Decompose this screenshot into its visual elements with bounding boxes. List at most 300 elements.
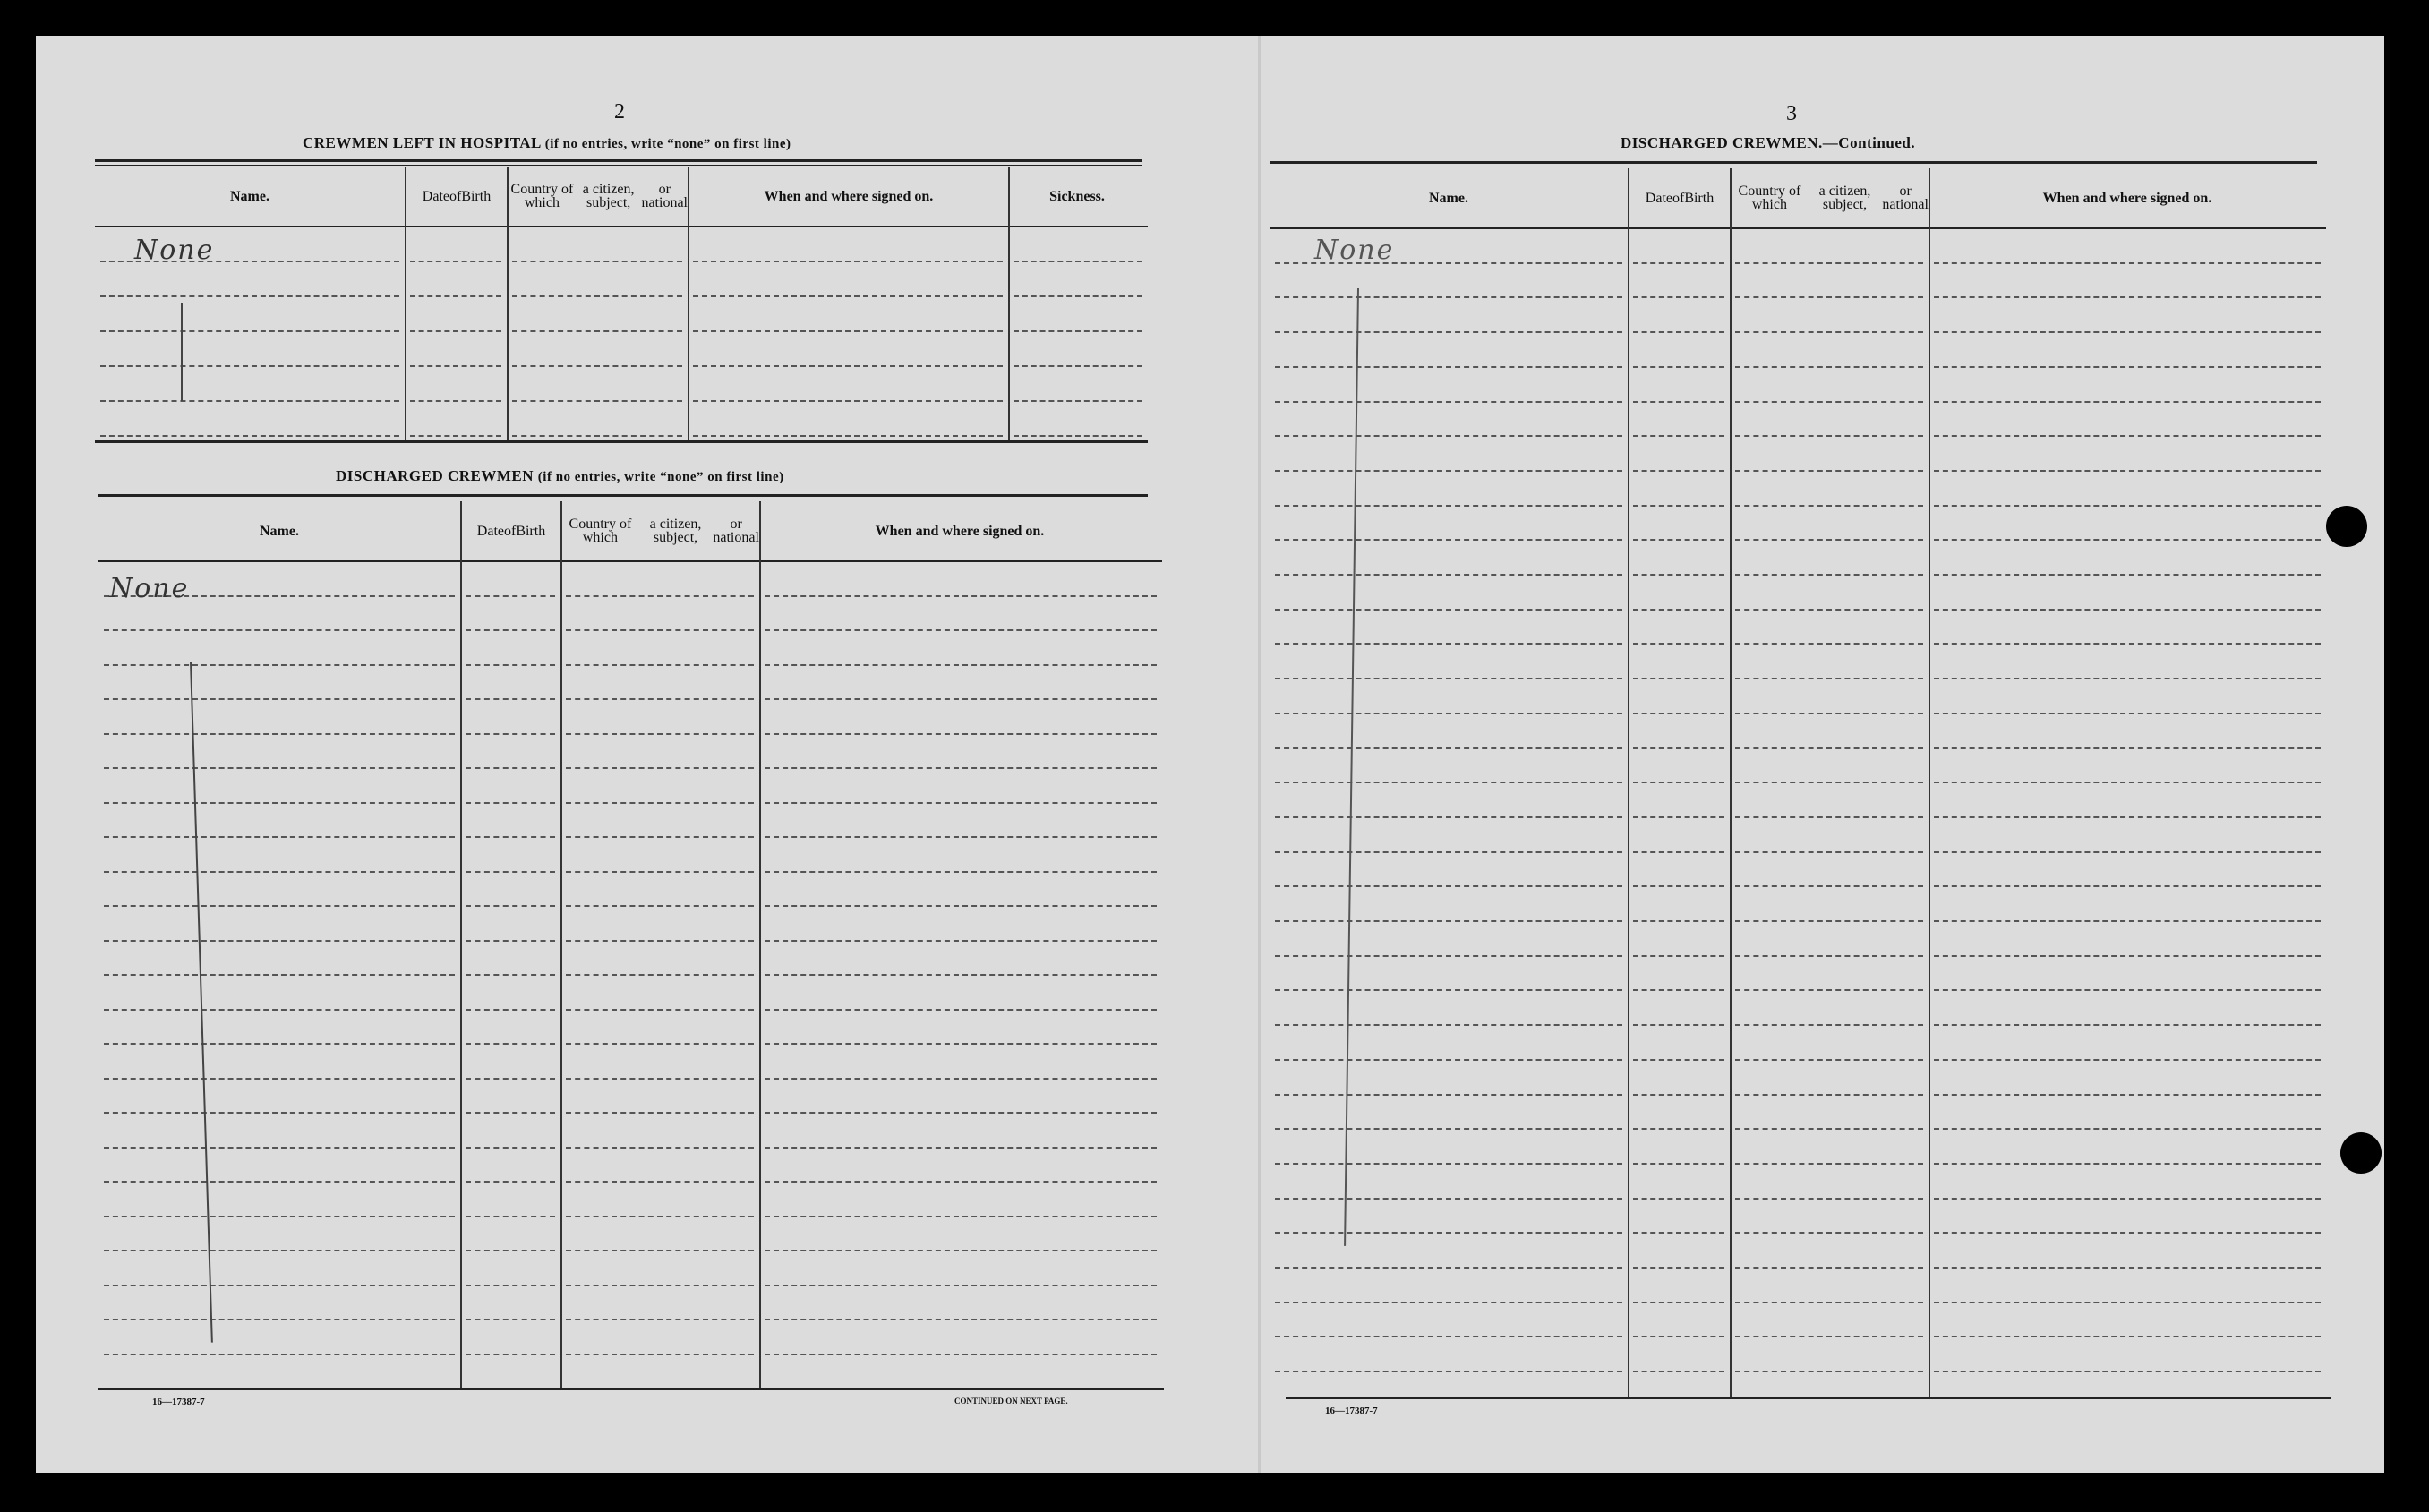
ruled-line: [765, 1147, 1157, 1149]
hospital-top-rule-2: [95, 165, 1142, 166]
handwritten-none-right: None: [1314, 235, 1395, 266]
ruled-line: [1934, 296, 2321, 298]
ruled-line: [466, 1043, 555, 1045]
ruled-line: [1275, 1163, 1622, 1165]
ruled-line: [100, 330, 399, 332]
ruled-line: [1633, 955, 1724, 957]
ruled-line: [765, 1216, 1157, 1217]
ruled-line: [1934, 539, 2321, 541]
ruled-line: [410, 365, 501, 367]
col-divider: [1730, 168, 1732, 1397]
ruled-line: [1735, 920, 1923, 922]
ruled-line: [1934, 609, 2321, 611]
ruled-line: [1934, 1371, 2321, 1372]
ruled-line: [410, 435, 501, 437]
ruled-line: [1633, 1267, 1724, 1269]
ruled-line: [512, 435, 682, 437]
ruled-line: [1633, 296, 1724, 298]
ruled-line: [1275, 643, 1622, 645]
ruled-line: [566, 1181, 754, 1183]
ruled-line: [1014, 435, 1142, 437]
right-bottom-rule: [1286, 1397, 2331, 1399]
ruled-line: [566, 733, 754, 735]
ruled-line: [1633, 1094, 1724, 1096]
col-divider: [460, 501, 462, 1388]
handwritten-none-discharged: None: [109, 573, 190, 604]
ruled-line: [566, 905, 754, 907]
ruled-line: [1633, 539, 1724, 541]
ruled-line: [765, 1078, 1157, 1080]
ruled-line: [566, 1009, 754, 1011]
ruled-line: [1934, 574, 2321, 576]
ruled-line: [1735, 401, 1923, 403]
ruled-line: [1633, 262, 1724, 264]
ruled-line: [1275, 1302, 1622, 1303]
ruled-line: [104, 1078, 455, 1080]
ruled-line: [104, 1216, 455, 1217]
discharged-table-header: [98, 501, 1162, 562]
discharged-bottom-rule: [98, 1388, 1164, 1390]
ruled-line: [1633, 470, 1724, 472]
ruled-line: [104, 1250, 455, 1251]
ruled-line: [1735, 1232, 1923, 1234]
form-number-left: 16—17387-7: [152, 1397, 205, 1407]
col-divider: [759, 501, 761, 1388]
ruled-line: [100, 295, 399, 297]
ruled-line: [693, 295, 1003, 297]
ruled-line: [1633, 1128, 1724, 1130]
ruled-line: [512, 261, 682, 262]
ruled-line: [1934, 747, 2321, 749]
ruled-line: [1735, 816, 1923, 818]
ruled-line: [1633, 851, 1724, 853]
ruled-line: [466, 802, 555, 804]
hospital-title: [303, 134, 791, 152]
ruled-line: [1735, 262, 1923, 264]
ruled-line: [1275, 747, 1622, 749]
ruled-line: [466, 664, 555, 666]
hospital-top-rule: [95, 159, 1142, 162]
ruled-line: [1014, 295, 1142, 297]
ruled-line: [1275, 1128, 1622, 1130]
col-signed-on: When and where signed on.: [764, 188, 934, 204]
ruled-line: [512, 400, 682, 402]
ruled-line: [1735, 539, 1923, 541]
ruled-line: [1014, 261, 1142, 262]
ruled-line: [1735, 1371, 1923, 1372]
ruled-line: [1934, 470, 2321, 472]
ruled-line: [466, 595, 555, 597]
ruled-line: [1633, 1198, 1724, 1200]
ruled-line: [765, 733, 1157, 735]
ruled-line: [566, 974, 754, 976]
ruled-line: [1735, 1094, 1923, 1096]
col-country: Country of which a citizen, subject, or national: [1738, 184, 1929, 212]
ruled-line: [1735, 989, 1923, 991]
ruled-line: [1633, 1371, 1724, 1372]
ruled-line: [765, 629, 1157, 631]
ruled-line: [410, 295, 501, 297]
ruled-line: [1275, 782, 1622, 783]
ruled-line: [1735, 1198, 1923, 1200]
ruled-line: [1275, 296, 1622, 298]
ruled-line: [1934, 1059, 2321, 1061]
ruled-line: [693, 330, 1003, 332]
ruled-line: [1633, 920, 1724, 922]
ruled-line: [1934, 1094, 2321, 1096]
ruled-line: [1275, 539, 1622, 541]
ruled-line: [1275, 816, 1622, 818]
ruled-line: [466, 1319, 555, 1320]
ruled-line: [566, 664, 754, 666]
ruled-line: [1934, 989, 2321, 991]
ruled-line: [1934, 1302, 2321, 1303]
col-divider: [688, 167, 689, 440]
ruled-line: [1735, 643, 1923, 645]
ruled-line: [1275, 366, 1622, 368]
ruled-line: [1633, 782, 1724, 783]
ruled-line: [1275, 1371, 1622, 1372]
ruled-line: [1934, 1128, 2321, 1130]
ruled-line: [765, 836, 1157, 838]
col-country: Country of which a citizen, subject, or national: [510, 182, 688, 210]
ruled-line: [566, 698, 754, 700]
ruled-line: [1275, 1232, 1622, 1234]
ruled-line: [466, 1112, 555, 1114]
ruled-line: [566, 767, 754, 769]
ruled-line: [566, 1147, 754, 1149]
ruled-line: [1275, 989, 1622, 991]
ruled-line: [1934, 505, 2321, 507]
continued-note: CONTINUED ON NEXT PAGE.: [954, 1397, 1068, 1405]
ruled-line: [693, 261, 1003, 262]
ruled-line: [1934, 920, 2321, 922]
hospital-title-note: (if no entries, write “none” on first line): [544, 137, 791, 151]
ruled-line: [1275, 1267, 1622, 1269]
ruled-line: [1633, 1024, 1724, 1026]
discharged-top-rule: [98, 494, 1148, 497]
ruled-line: [566, 1354, 754, 1355]
ruled-line: [693, 365, 1003, 367]
ruled-line: [1934, 851, 2321, 853]
ruled-line: [104, 905, 455, 907]
ruled-line: [566, 1043, 754, 1045]
ruled-line: [104, 871, 455, 873]
ruled-line: [104, 1009, 455, 1011]
ruled-line: [1275, 435, 1622, 437]
ruled-line: [1275, 609, 1622, 611]
ruled-line: [104, 940, 455, 942]
ruled-line: [1934, 816, 2321, 818]
discharged-table: [98, 501, 1162, 1388]
ruled-line: [410, 400, 501, 402]
ruled-line: [466, 629, 555, 631]
ruled-line: [100, 435, 399, 437]
ruled-line: [410, 330, 501, 332]
ruled-line: [466, 1147, 555, 1149]
col-name: Name.: [260, 523, 299, 539]
ruled-line: [410, 261, 501, 262]
ruled-line: [466, 733, 555, 735]
ruled-line: [566, 629, 754, 631]
ruled-line: [1934, 885, 2321, 887]
ruled-line: [1275, 1024, 1622, 1026]
ruled-line: [512, 295, 682, 297]
ruled-line: [1633, 609, 1724, 611]
ruled-line: [1934, 1267, 2321, 1269]
ruled-line: [1735, 851, 1923, 853]
ruled-line: [1633, 643, 1724, 645]
ruled-line: [466, 767, 555, 769]
hospital-title-text: CREWMEN LEFT IN HOSPITAL: [303, 134, 541, 151]
ruled-line: [566, 1078, 754, 1080]
ruled-line: [1934, 1336, 2321, 1337]
ruled-line: [1014, 365, 1142, 367]
ruled-line: [1735, 782, 1923, 783]
ruled-line: [104, 664, 455, 666]
ruled-line: [1275, 1094, 1622, 1096]
ruled-line: [1633, 331, 1724, 333]
ruled-line: [466, 1354, 555, 1355]
ruled-line: [1275, 1059, 1622, 1061]
ruled-line: [512, 330, 682, 332]
ruled-line: [765, 1319, 1157, 1320]
ruled-line: [765, 767, 1157, 769]
ruled-line: [1934, 782, 2321, 783]
col-divider: [1628, 168, 1629, 1397]
ruled-line: [1275, 955, 1622, 957]
ruled-line: [1633, 574, 1724, 576]
ruled-line: [1275, 574, 1622, 576]
ruled-line: [1275, 331, 1622, 333]
ruled-line: [1735, 1302, 1923, 1303]
ruled-line: [1934, 1024, 2321, 1026]
ruled-line: [1014, 400, 1142, 402]
ruled-line: [1735, 713, 1923, 714]
ruled-line: [1275, 851, 1622, 853]
page-number-left: 2: [614, 100, 625, 124]
ruled-line: [1735, 1024, 1923, 1026]
ruled-line: [1735, 955, 1923, 957]
ruled-line: [466, 1250, 555, 1251]
right-top-rule: [1270, 161, 2317, 164]
ruled-line: [765, 1112, 1157, 1114]
ruled-line: [1275, 713, 1622, 714]
col-name: Name.: [1429, 190, 1468, 206]
ruled-line: [466, 871, 555, 873]
col-name: Name.: [230, 188, 269, 204]
discharged-title: [336, 467, 784, 485]
ruled-line: [466, 1078, 555, 1080]
discharged-continued-table: [1270, 168, 2326, 1397]
ruled-line: [765, 905, 1157, 907]
col-divider: [1929, 168, 1930, 1397]
ruled-line: [1633, 401, 1724, 403]
ruled-line: [104, 1043, 455, 1045]
col-date-of-birth: Date of Birth: [1645, 190, 1715, 206]
ruled-line: [1735, 470, 1923, 472]
ruled-line: [1934, 678, 2321, 679]
ruled-line: [1633, 747, 1724, 749]
ruled-line: [765, 1009, 1157, 1011]
ruled-line: [1934, 262, 2321, 264]
ruled-line: [566, 595, 754, 597]
col-divider: [507, 167, 509, 440]
ruled-line: [466, 940, 555, 942]
ruled-line: [1633, 505, 1724, 507]
col-country: Country of which a citizen, subject, or national: [569, 517, 759, 545]
hospital-table: [95, 167, 1148, 440]
handwritten-dash-hospital: [181, 303, 183, 401]
binder-hole-top: [2326, 506, 2367, 547]
hospital-bottom-rule: [95, 440, 1148, 443]
ruled-line: [693, 435, 1003, 437]
ruled-line: [566, 802, 754, 804]
ruled-line: [104, 1285, 455, 1286]
ruled-line: [566, 836, 754, 838]
ruled-line: [104, 733, 455, 735]
ruled-line: [566, 940, 754, 942]
ruled-line: [104, 1147, 455, 1149]
ruled-line: [1735, 609, 1923, 611]
ruled-line: [1633, 885, 1724, 887]
ruled-line: [104, 629, 455, 631]
ruled-line: [1735, 747, 1923, 749]
ruled-line: [1633, 678, 1724, 679]
ruled-line: [100, 365, 399, 367]
ruled-line: [1934, 331, 2321, 333]
ruled-line: [1735, 1267, 1923, 1269]
ruled-line: [1735, 1163, 1923, 1165]
discharged-continued-title: DISCHARGED CREWMEN.—Continued.: [1621, 134, 1916, 151]
discharged-title-note: (if no entries, write “none” on first line): [537, 470, 784, 484]
col-divider: [405, 167, 406, 440]
ruled-line: [1934, 643, 2321, 645]
ruled-line: [1275, 401, 1622, 403]
ruled-line: [1275, 885, 1622, 887]
ruled-line: [1633, 435, 1724, 437]
ruled-line: [566, 1250, 754, 1251]
ruled-line: [1735, 885, 1923, 887]
ruled-line: [1275, 678, 1622, 679]
ruled-line: [1934, 435, 2321, 437]
ruled-line: [765, 1354, 1157, 1355]
page-fold: [1258, 36, 1261, 1473]
ruled-line: [104, 1354, 455, 1355]
col-sickness: Sickness.: [1049, 188, 1105, 204]
ruled-line: [1633, 816, 1724, 818]
ruled-line: [104, 836, 455, 838]
ruled-line: [765, 1250, 1157, 1251]
ruled-line: [1735, 435, 1923, 437]
ruled-line: [1735, 505, 1923, 507]
ruled-line: [466, 698, 555, 700]
ruled-line: [1934, 713, 2321, 714]
ruled-line: [1735, 296, 1923, 298]
col-divider: [560, 501, 562, 1388]
discharged-continued-header: [1270, 168, 2326, 229]
ruled-line: [765, 595, 1157, 597]
ruled-line: [104, 767, 455, 769]
ruled-line: [1934, 1163, 2321, 1165]
ruled-line: [1735, 678, 1923, 679]
ruled-line: [1735, 1059, 1923, 1061]
ruled-line: [1735, 1128, 1923, 1130]
binder-hole-bottom: [2340, 1132, 2382, 1174]
ruled-line: [466, 836, 555, 838]
ruled-line: [765, 802, 1157, 804]
col-date-of-birth: Date of Birth: [422, 188, 492, 204]
ruled-line: [1735, 1336, 1923, 1337]
ruled-line: [765, 871, 1157, 873]
col-signed-on: When and where signed on.: [875, 523, 1045, 539]
ruled-line: [100, 400, 399, 402]
ruled-line: [466, 974, 555, 976]
col-date-of-birth: Date of Birth: [476, 523, 546, 539]
page-number-right: 3: [1786, 102, 1797, 125]
ruled-line: [1633, 713, 1724, 714]
ruled-line: [1934, 955, 2321, 957]
ruled-line: [466, 905, 555, 907]
handwritten-none-hospital: None: [134, 235, 215, 266]
ruled-line: [466, 1181, 555, 1183]
ruled-line: [693, 400, 1003, 402]
discharged-title-text: DISCHARGED CREWMEN: [336, 467, 535, 484]
ruled-line: [1633, 1163, 1724, 1165]
ruled-line: [765, 940, 1157, 942]
ruled-line: [1735, 366, 1923, 368]
ruled-line: [104, 698, 455, 700]
ruled-line: [1633, 366, 1724, 368]
ruled-line: [104, 802, 455, 804]
ruled-line: [1633, 1059, 1724, 1061]
ruled-line: [765, 974, 1157, 976]
ruled-line: [104, 1181, 455, 1183]
ruled-line: [566, 1319, 754, 1320]
ruled-line: [1633, 989, 1724, 991]
ruled-line: [1275, 470, 1622, 472]
ruled-line: [566, 1112, 754, 1114]
ruled-line: [1275, 920, 1622, 922]
ruled-line: [1275, 1336, 1622, 1337]
ruled-line: [1275, 1198, 1622, 1200]
hospital-table-header: [95, 167, 1148, 227]
ruled-line: [1633, 1336, 1724, 1337]
ruled-line: [1633, 1232, 1724, 1234]
ruled-line: [566, 871, 754, 873]
ruled-line: [1735, 331, 1923, 333]
ruled-line: [765, 1285, 1157, 1286]
ruled-line: [765, 698, 1157, 700]
ruled-line: [1934, 1232, 2321, 1234]
ruled-line: [104, 974, 455, 976]
ruled-line: [512, 365, 682, 367]
ruled-line: [466, 1009, 555, 1011]
ruled-line: [104, 1112, 455, 1114]
ruled-line: [765, 664, 1157, 666]
ruled-line: [1275, 505, 1622, 507]
col-signed-on: When and where signed on.: [2042, 190, 2212, 206]
col-divider: [1008, 167, 1010, 440]
ruled-line: [1735, 574, 1923, 576]
ruled-line: [1934, 366, 2321, 368]
ruled-line: [566, 1216, 754, 1217]
ruled-line: [1934, 401, 2321, 403]
ruled-line: [1633, 1302, 1724, 1303]
form-number-right: 16—17387-7: [1325, 1405, 1378, 1416]
ruled-line: [466, 1285, 555, 1286]
ruled-line: [104, 1319, 455, 1320]
